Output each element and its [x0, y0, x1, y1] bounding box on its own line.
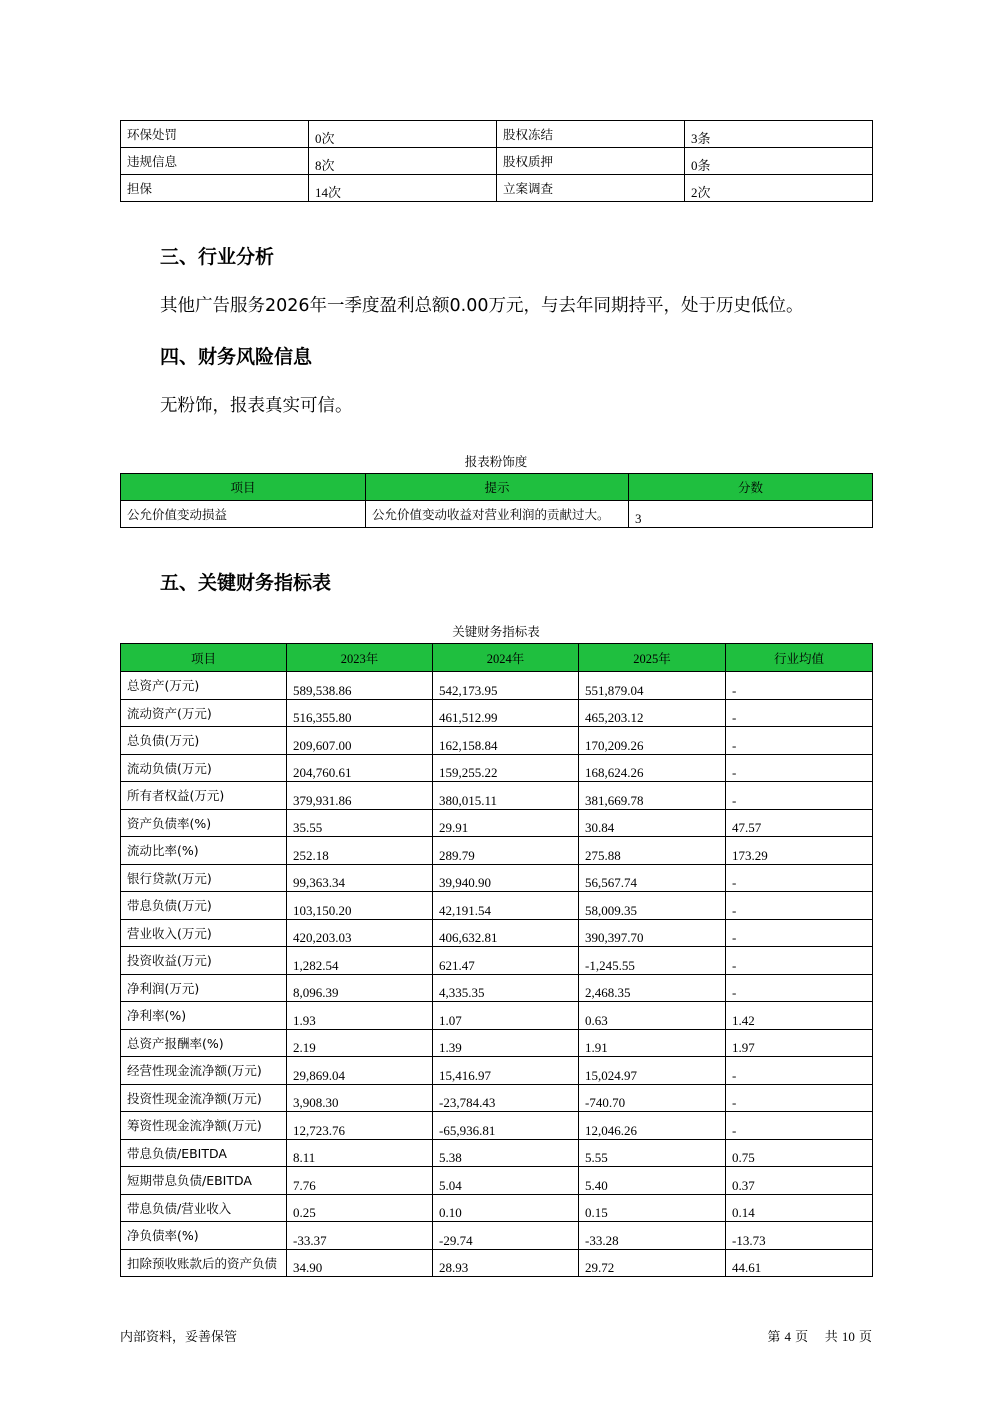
value-cell: -29.74	[433, 1222, 579, 1250]
value-cell: 42,191.54	[433, 892, 579, 920]
value-cell: 5.55	[579, 1139, 726, 1167]
risk-label-cell: 担保	[121, 175, 309, 202]
table-row	[121, 919, 873, 947]
value-cell: 0.15	[579, 1194, 726, 1222]
value-cell: 5.38	[433, 1139, 579, 1167]
row-label-cell: 总负债(万元)	[121, 727, 287, 755]
row-label-cell: 所有者权益(万元)	[121, 782, 287, 810]
value-cell: 56,567.74	[579, 864, 726, 892]
page-label-prefix: 第	[767, 1330, 781, 1345]
table-row	[121, 1084, 873, 1112]
row-label-cell: 营业收入(万元)	[121, 919, 287, 947]
value-cell: 12,723.76	[287, 1112, 433, 1140]
value-cell: 162,158.84	[433, 727, 579, 755]
value-cell: -	[726, 754, 873, 782]
column-header: 2023年	[287, 644, 433, 672]
value-cell: 8.11	[287, 1139, 433, 1167]
table-row	[121, 121, 873, 148]
row-label-cell: 投资性现金流净额(万元)	[121, 1084, 287, 1112]
value-cell: 390,397.70	[579, 919, 726, 947]
table-row	[121, 148, 873, 175]
value-cell: 29.91	[433, 809, 579, 837]
value-cell: -	[726, 892, 873, 920]
footer-note: 内部资料，妥善保管	[120, 1330, 238, 1345]
section3-heading: 三、行业分析	[160, 246, 275, 268]
value-cell: 0.14	[726, 1194, 873, 1222]
value-cell: 289.79	[433, 837, 579, 865]
value-cell: 28.93	[433, 1249, 579, 1277]
value-cell: 168,624.26	[579, 754, 726, 782]
value-cell: 173.29	[726, 837, 873, 865]
column-header: 2025年	[579, 644, 726, 672]
table-row	[121, 175, 873, 202]
column-header: 项目	[121, 474, 366, 501]
value-cell: -13.73	[726, 1222, 873, 1250]
value-cell: 379,931.86	[287, 782, 433, 810]
value-cell: 516,355.80	[287, 699, 433, 727]
value-cell: 99,363.34	[287, 864, 433, 892]
value-cell: 0.63	[579, 1002, 726, 1030]
value-cell: -65,936.81	[433, 1112, 579, 1140]
table-row	[121, 974, 873, 1002]
table-row	[121, 837, 873, 865]
value-cell: -33.28	[579, 1222, 726, 1250]
value-cell: 465,203.12	[579, 699, 726, 727]
value-cell: 0.75	[726, 1139, 873, 1167]
value-cell: 2,468.35	[579, 974, 726, 1002]
row-label-cell: 投资收益(万元)	[121, 947, 287, 975]
table-row	[121, 809, 873, 837]
table-row	[121, 672, 873, 700]
value-cell: 1.39	[433, 1029, 579, 1057]
row-label-cell: 经营性现金流净额(万元)	[121, 1057, 287, 1085]
value-cell: 1.42	[726, 1002, 873, 1030]
row-label-cell: 扣除预收账款后的资产负债	[121, 1249, 287, 1277]
risk-value-cell: 14次	[309, 175, 497, 202]
value-cell: -	[726, 672, 873, 700]
risk-value-cell: 0条	[685, 148, 873, 175]
table-row	[121, 699, 873, 727]
risk-value-cell: 2次	[685, 175, 873, 202]
column-header: 分数	[629, 474, 873, 501]
section5-heading: 五、关键财务指标表	[160, 572, 332, 594]
value-cell: 15,024.97	[579, 1057, 726, 1085]
value-cell: 204,760.61	[287, 754, 433, 782]
risk-value-cell: 0次	[309, 121, 497, 148]
value-cell: 1.91	[579, 1029, 726, 1057]
table-row	[121, 782, 873, 810]
value-cell: -	[726, 699, 873, 727]
row-label-cell: 短期带息负债/EBITDA	[121, 1167, 287, 1195]
row-label-cell: 资产负债率(%)	[121, 809, 287, 837]
table-row	[121, 947, 873, 975]
value-cell: 34.90	[287, 1249, 433, 1277]
row-label-cell: 带息负债/营业收入	[121, 1194, 287, 1222]
row-label-cell: 净负债率(%)	[121, 1222, 287, 1250]
value-cell: 0.25	[287, 1194, 433, 1222]
table-row	[121, 1222, 873, 1250]
row-label-cell: 总资产报酬率(%)	[121, 1029, 287, 1057]
value-cell: 47.57	[726, 809, 873, 837]
value-cell: 1,282.54	[287, 947, 433, 975]
value-cell: 0.10	[433, 1194, 579, 1222]
total-pages: 10	[841, 1329, 855, 1344]
row-label-cell: 流动比率(%)	[121, 837, 287, 865]
key-indicators-caption: 关键财务指标表	[452, 624, 540, 639]
risk-label-cell: 违规信息	[121, 148, 309, 175]
value-cell: -33.37	[287, 1222, 433, 1250]
table-row	[121, 727, 873, 755]
table-row	[121, 1112, 873, 1140]
value-cell: 15,416.97	[433, 1057, 579, 1085]
whitewash-table-caption: 报表粉饰度	[464, 454, 528, 469]
value-cell: 58,009.35	[579, 892, 726, 920]
table-row	[121, 754, 873, 782]
page-label-unit: 页	[795, 1330, 809, 1345]
value-cell: 406,632.81	[433, 919, 579, 947]
value-cell: -	[726, 864, 873, 892]
section4-text: 无粉饰，报表真实可信。	[160, 396, 353, 416]
value-cell: -	[726, 974, 873, 1002]
value-cell: 12,046.26	[579, 1112, 726, 1140]
table-row	[121, 1249, 873, 1277]
value-cell: 1.97	[726, 1029, 873, 1057]
value-cell: 542,173.95	[433, 672, 579, 700]
value-cell: -	[726, 1084, 873, 1112]
value-cell: 621.47	[433, 947, 579, 975]
value-cell: 252.18	[287, 837, 433, 865]
value-cell: -	[726, 1057, 873, 1085]
value-cell: 4,335.35	[433, 974, 579, 1002]
value-cell: 461,512.99	[433, 699, 579, 727]
value-cell: 159,255.22	[433, 754, 579, 782]
risk-value-cell: 8次	[309, 148, 497, 175]
value-cell: -740.70	[579, 1084, 726, 1112]
value-cell: 5.40	[579, 1167, 726, 1195]
value-cell: 381,669.78	[579, 782, 726, 810]
column-header: 2024年	[433, 644, 579, 672]
value-cell: -23,784.43	[433, 1084, 579, 1112]
risk-label-cell: 立案调查	[497, 175, 685, 202]
value-cell: 3,908.30	[287, 1084, 433, 1112]
value-cell: 551,879.04	[579, 672, 726, 700]
risk-value-cell: 3条	[685, 121, 873, 148]
total-prefix: 共	[824, 1330, 838, 1345]
value-cell: 39,940.90	[433, 864, 579, 892]
value-cell: -	[726, 1112, 873, 1140]
value-cell: 420,203.03	[287, 919, 433, 947]
table-row	[121, 864, 873, 892]
risk-label-cell: 环保处罚	[121, 121, 309, 148]
value-cell: 29,869.04	[287, 1057, 433, 1085]
value-cell: 1.93	[287, 1002, 433, 1030]
value-cell: 35.55	[287, 809, 433, 837]
table-row	[121, 1057, 873, 1085]
table-row	[121, 1167, 873, 1195]
value-cell: 2.19	[287, 1029, 433, 1057]
value-cell: 5.04	[433, 1167, 579, 1195]
value-cell: 103,150.20	[287, 892, 433, 920]
table-row	[121, 1029, 873, 1057]
value-cell: 29.72	[579, 1249, 726, 1277]
value-cell: 44.61	[726, 1249, 873, 1277]
section3-text: 其他广告服务2026年一季度盈利总额0.00万元，与去年同期持平，处于历史低位。	[160, 296, 804, 316]
page-number: 4	[784, 1329, 791, 1344]
row-label-cell: 流动资产(万元)	[121, 699, 287, 727]
risk-label-cell: 股权质押	[497, 148, 685, 175]
row-label-cell: 净利润(万元)	[121, 974, 287, 1002]
key-indicators-table	[120, 643, 873, 1277]
value-cell: 30.84	[579, 809, 726, 837]
row-label-cell: 总资产(万元)	[121, 672, 287, 700]
value-cell: -	[726, 947, 873, 975]
table-cell: 3	[629, 501, 873, 528]
column-header: 提示	[366, 474, 629, 501]
total-unit: 页	[858, 1330, 872, 1345]
table-row	[121, 1139, 873, 1167]
row-label-cell: 带息负债(万元)	[121, 892, 287, 920]
table-row	[121, 1194, 873, 1222]
row-label-cell: 流动负债(万元)	[121, 754, 287, 782]
row-label-cell: 筹资性现金流净额(万元)	[121, 1112, 287, 1140]
table-cell: 公允价值变动收益对营业利润的贡献过大。	[366, 501, 629, 528]
value-cell: 209,607.00	[287, 727, 433, 755]
value-cell: -	[726, 782, 873, 810]
table-row	[121, 1002, 873, 1030]
table-cell: 公允价值变动损益	[121, 501, 366, 528]
whitewash-table	[120, 473, 873, 528]
value-cell: 380,015.11	[433, 782, 579, 810]
column-header: 项目	[121, 644, 287, 672]
value-cell: 275.88	[579, 837, 726, 865]
row-label-cell: 银行贷款(万元)	[121, 864, 287, 892]
risk-label-cell: 股权冻结	[497, 121, 685, 148]
value-cell: -	[726, 727, 873, 755]
value-cell: 589,538.86	[287, 672, 433, 700]
section4-heading: 四、财务风险信息	[160, 346, 313, 368]
footer-page-info	[767, 1326, 872, 1345]
column-header: 行业均值	[726, 644, 873, 672]
row-label-cell: 净利率(%)	[121, 1002, 287, 1030]
table-row	[121, 501, 873, 528]
value-cell: 0.37	[726, 1167, 873, 1195]
table-row	[121, 892, 873, 920]
value-cell: 170,209.26	[579, 727, 726, 755]
row-label-cell: 带息负债/EBITDA	[121, 1139, 287, 1167]
value-cell: -1,245.55	[579, 947, 726, 975]
value-cell: 1.07	[433, 1002, 579, 1030]
value-cell: 7.76	[287, 1167, 433, 1195]
value-cell: 8,096.39	[287, 974, 433, 1002]
risk-info-table	[120, 120, 873, 202]
value-cell: -	[726, 919, 873, 947]
